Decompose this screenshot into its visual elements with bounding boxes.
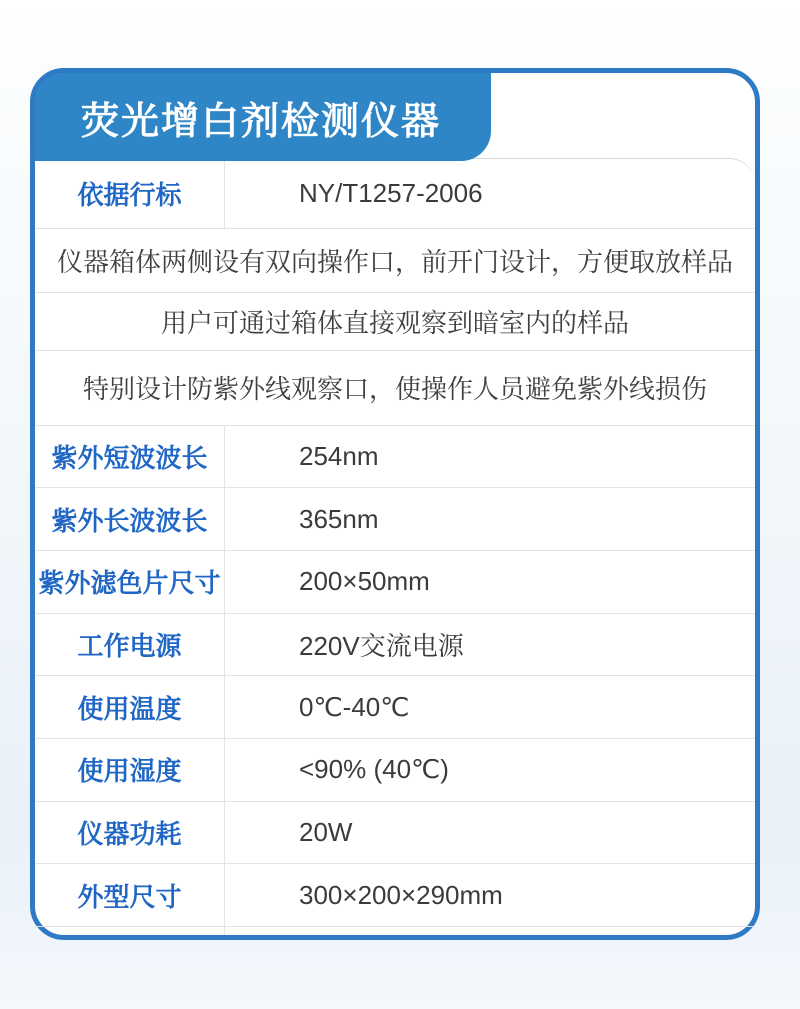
row-label: 使用湿度 [35, 739, 225, 801]
row-value: 365nm [299, 503, 379, 534]
row-label: 紫外滤色片尺寸 [35, 551, 225, 613]
description-text: 仪器箱体两侧设有双向操作口，前开门设计，方便取放样品 [56, 246, 733, 277]
description-text: 用户可通过箱体直接观察到暗室内的样品 [160, 308, 629, 339]
row-value: 300×200×290mm [299, 879, 503, 910]
spec-table [35, 158, 755, 935]
table-row [35, 293, 755, 351]
row-value: 0℃-40℃ [299, 691, 410, 722]
row-value: <90% (40℃) [299, 754, 449, 785]
row-label: 紫外短波波长 [35, 426, 225, 488]
row-value: 200×50mm [299, 566, 430, 597]
table-row [35, 229, 755, 294]
table-row [35, 159, 755, 229]
table-row [35, 802, 755, 865]
table-row [35, 614, 755, 677]
row-value: 20W [299, 816, 353, 847]
row-label: 外型尺寸 [35, 864, 225, 926]
row-label: 使用温度 [35, 676, 225, 738]
row-label: 依据行标 [35, 159, 225, 228]
header-band [35, 73, 491, 161]
table-row [35, 676, 755, 739]
table-row [35, 551, 755, 614]
row-label: 仪器功耗 [35, 802, 225, 864]
table-row [35, 739, 755, 802]
table-row [35, 488, 755, 551]
row-value: 254nm [299, 440, 379, 471]
description-text: 特别设计防紫外线观察口，使操作人员避免紫外线损伤 [82, 374, 707, 405]
row-label: 工作电源 [35, 614, 225, 676]
row-value: NY/T1257-2006 [299, 177, 483, 208]
spec-card [30, 68, 760, 940]
row-label: 紫外长波波长 [35, 488, 225, 550]
page-title: 荧光增白剂检测仪器 [81, 100, 442, 143]
table-row [35, 426, 755, 489]
table-row [35, 864, 755, 927]
row-value: 220V交流电源 [299, 630, 464, 661]
table-row [35, 351, 755, 426]
table-row-filler [35, 927, 755, 935]
filler-cell [35, 927, 225, 935]
